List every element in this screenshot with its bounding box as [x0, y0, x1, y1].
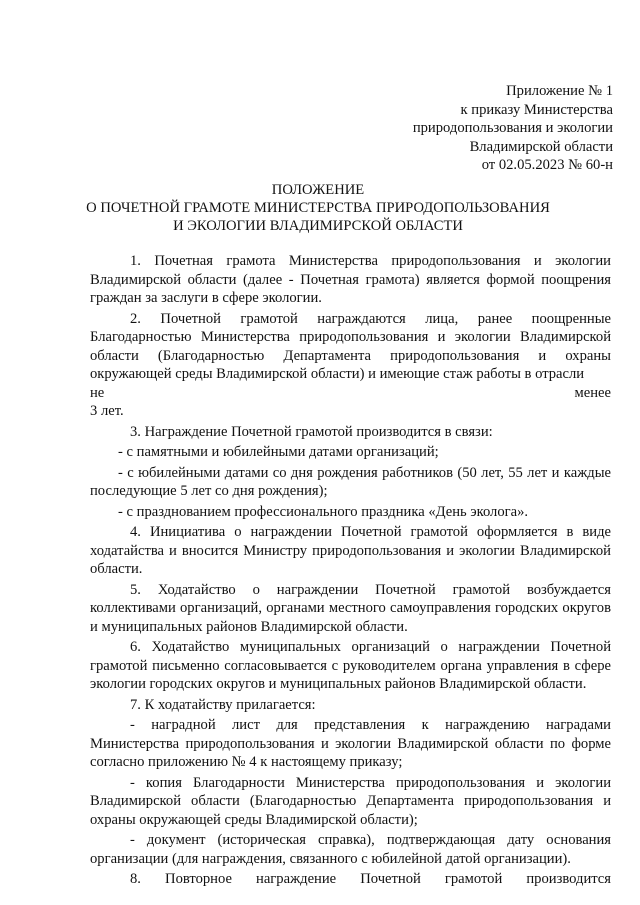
- title-line: И ЭКОЛОГИИ ВЛАДИМИРСКОЙ ОБЛАСТИ: [173, 218, 463, 234]
- paragraph-8: 8. Повторное награждение Почетной грамотой производится: [130, 871, 611, 887]
- paragraph-3-item: - с юбилейными датами со дня рождения работников (50 лет, 55 лет и каждые последующие 5 лет со дня рождения);: [90, 464, 611, 499]
- paragraph-3-item: - с празднованием профессионального праздника «День эколога».: [118, 503, 529, 520]
- title-line: ПОЛОЖЕНИЕ: [271, 182, 365, 198]
- paragraph-7-item: - копия Благодарности Министерства природопользования и экологии Владимирской области (Благодарностью Департамента природопользования и охраны окружающей среды Владимирской области);: [90, 774, 611, 828]
- paragraph-2-word: не: [90, 384, 105, 401]
- appendix-line: природопользования и экологии: [412, 120, 613, 136]
- appendix-line: к приказу Министерства: [460, 101, 613, 118]
- paragraph-3: 3. Награждение Почетной грамотой производится в связи:: [130, 423, 493, 440]
- paragraph-2-spread-line: [90, 384, 611, 403]
- paragraph-3-item: - с памятными и юбилейными датами организаций;: [118, 444, 439, 460]
- appendix-line: от 02.05.2023 № 60-н: [481, 157, 613, 173]
- paragraph-5: 5. Ходатайство о награждении Почетной грамотой возбуждается коллективами организаций, органами местного самоуправления городских округов и муниципальных районов Владимирской области.: [90, 581, 611, 635]
- paragraph-7-item: - наградной лист для представления к награждению наградами Министерства природопользования и экологии Владимирской области по форме согласно приложению № 4 к настоящему приказу;: [90, 717, 611, 770]
- paragraph-2: 2. Почетной грамотой награждаются лица, ранее поощренные Благодарностью Министерства природопользования и экологии Владимирской области (Благодарностью Департамента природопользования и охраны окружающей среды Владимирской области) и имеющие стаж работы в отрасли: [90, 310, 611, 382]
- paragraph-6: 6. Ходатайство муниципальных организаций о награждении Почетной грамотой письменно согласовывается с руководителем органа управления в сфере экологии городских округов и муниципальных районов Владимирской области.: [90, 639, 611, 692]
- paragraph-7-item: - документ (историческая справка), подтверждающая дату основания организации (для награждения, связанного с юбилейной датой организации).: [90, 832, 611, 867]
- appendix-header: [413, 82, 613, 175]
- appendix-line: Владимирской области: [469, 138, 613, 155]
- paragraph-2-word: менее: [574, 384, 611, 401]
- document-title: [0, 181, 640, 235]
- appendix-line: Приложение № 1: [506, 83, 613, 99]
- document-body: [90, 252, 611, 891]
- title-line: О ПОЧЕТНОЙ ГРАМОТЕ МИНИСТЕРСТВА ПРИРОДОПОЛЬЗОВАНИЯ: [86, 200, 550, 216]
- paragraph-2-end: 3 лет.: [90, 403, 124, 419]
- paragraph-7: 7. К ходатайству прилагается:: [130, 696, 316, 713]
- paragraph-1: 1. Почетная грамота Министерства природопользования и экологии Владимирской области (далее - Почетная грамота) является формой поощрения граждан за заслуги в сфере экологии.: [90, 253, 611, 306]
- paragraph-4: 4. Инициатива о награждении Почетной грамотой оформляется в виде ходатайства и вносится Министру природопользования и экологии Владимирской области.: [90, 524, 611, 577]
